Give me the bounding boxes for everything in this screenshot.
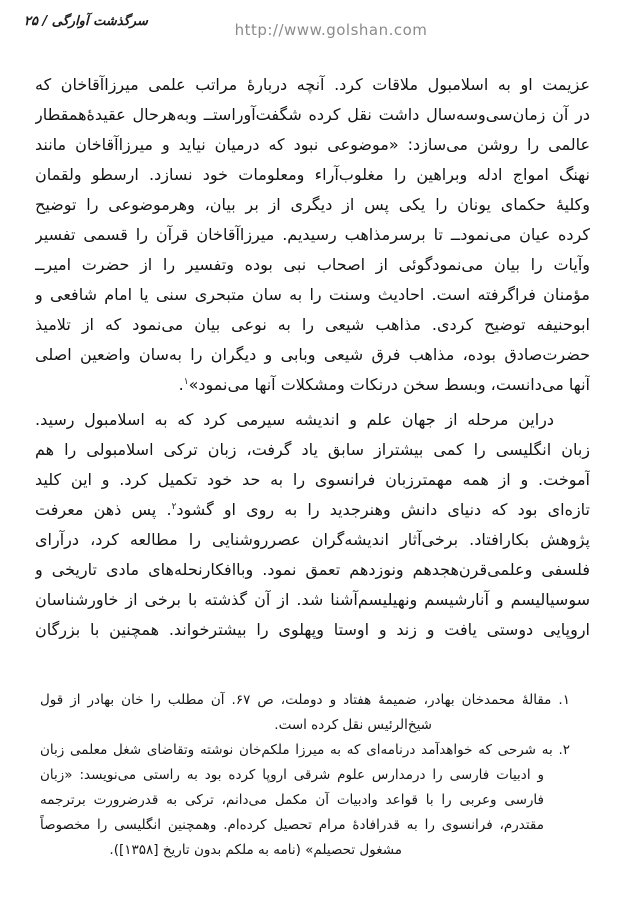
text-segment: . پس ذهن معرفت (35, 500, 172, 519)
footnote-line: مقتدرم، فرانسوی را به قدرافادهٔ مرام تحصیل کرده‌ام. وهمچنین انگلیسی را مخصوصاً (40, 817, 544, 833)
text-line: فلسفی وعلمی‌قرن‌هجدهم ونوزدهم تعمق نمود. وباافکارنحله‌های مادی تاریخی و (35, 560, 590, 579)
footnote-line: مشغول تحصیلم» (نامه به ملکم بدون تاریخ [۱۳۵۸]). (109, 842, 402, 858)
text-line: وکلیهٔ حکمای یونان را یکی پس از دیگری از بر بیان، وهرموضوعی را توضیح (35, 195, 590, 214)
text-line: آموخت. و از همه مهمترزبان فرانسوی را به حد خود تکمیل کرد. و این کلید (35, 470, 590, 489)
text-line: سوسیالیسم و آنارشیسم ونهیلیسم‌آشنا شد. از آن گذشته با برخی از خاورشناسان (35, 590, 590, 609)
watermark-url: http://www.golshan.com (234, 21, 428, 39)
text-line: عالمی را روشن می‌سازد: «موضوعی نبود که درمیان نیاید و میرزاآقاخان مانند (35, 135, 590, 154)
text-line: وآیات را بیان می‌نمودگوئی از اصحاب نبی بوده وتفسیر را از حضرت امیرــ (35, 255, 590, 274)
text-segment: . (178, 375, 184, 394)
text-line: حضرت‌صادق بوده، مذاهب فرق شیعی وبابی و دیگران را به‌سان واضعین اصلی (35, 345, 590, 364)
footnote-ref-2: ۲ (171, 502, 177, 512)
footnote-line: ۲. به شرحی که خواهدآمد درنامه‌ای که به میرزا ملکم‌خان نوشته وتقاضای شغل معلمی زبان (40, 742, 570, 758)
paragraph-2 (35, 405, 590, 645)
text-line: کرده عیان می‌نمودــ تا برسرمذاهب رسیدیم. میرزاآقاخان قرآن را قسمی تفسیر (35, 225, 590, 244)
text-line: نهنگ امواج ادله وبراهین را مغلوب‌آراء ومعلومات خود نسازد. ارسطو ولقمان (35, 165, 590, 184)
text-line: ابوحنیفه توضیح کردی. مذاهب شیعی را به نوعی بیان می‌نمود که از تلامیذ (35, 315, 590, 334)
text-line (35, 370, 590, 400)
text-line: پژوهش بکارافتاد. برخی‌آثار اندیشه‌گران عصرروشنایی را مطالعه کرد، درآرای (35, 530, 590, 549)
text-segment: تازه‌ای بود که دنیای دانش وهنرجدید را به روی او گشود (176, 500, 590, 519)
footnote-ref-1: ۱ (183, 377, 189, 387)
footnote-1 (40, 688, 570, 738)
text-line: زبان انگلیسی را کمی بیشتراز سابق یاد گرفت، زبان ترکی اسلامبولی را هم (35, 440, 590, 459)
footnote-line: و ادبیات فارسی را درمدارس علوم شرقی اروپا کرده بود به راستی می‌نویسد: «زبان (40, 767, 544, 783)
text-segment: آنها می‌دانست، وبسط سخن درنکات ومشکلات آنها می‌نمود» (188, 375, 590, 394)
main-text (35, 70, 590, 645)
text-line: مؤمنان فراگرفته است. احادیث وسنت را به سان متبحری سنی یا امام شافعی و (35, 285, 590, 304)
text-line (35, 495, 590, 525)
text-line: در آن زمان‌سی‌وسه‌سال داشت نقل کرده شگفت‌آوراستــ وبه‌هرحال عقیدهٔ‌همقطار (35, 105, 590, 124)
text-line: دراین مرحله از جهان علم و اندیشه سیرمی کرد که به اسلامبول رسید. (35, 410, 554, 429)
footnote-2 (40, 738, 570, 863)
paragraph-1 (35, 70, 590, 400)
footnote-line: شیخ‌الرئیس نقل کرده است. (274, 717, 432, 733)
footnotes-section (40, 688, 570, 863)
footnote-line: ۱. مقالهٔ محمدخان بهادر، ضمیمهٔ هفتاد و دوملت، ص ۶۷. آن مطلب را خان بهادر از قول (40, 692, 570, 708)
running-title: سرگذشت آوارگی / ۲۵ (24, 14, 148, 29)
footnote-line: فارسی وعربی را با قواعد وادبیات آن مکمل می‌دانم، ترکی به قدرضرورت برترجمه (40, 792, 544, 808)
text-line: اروپایی دوستی یافت و زند و اوستا وپهلوی را بیشترخواند. همچنین با بزرگان (35, 620, 590, 639)
text-line: عزیمت او به اسلامبول ملاقات کرد. آنچه دربارهٔ مراتب علمی میرزاآقاخان که (35, 75, 590, 94)
